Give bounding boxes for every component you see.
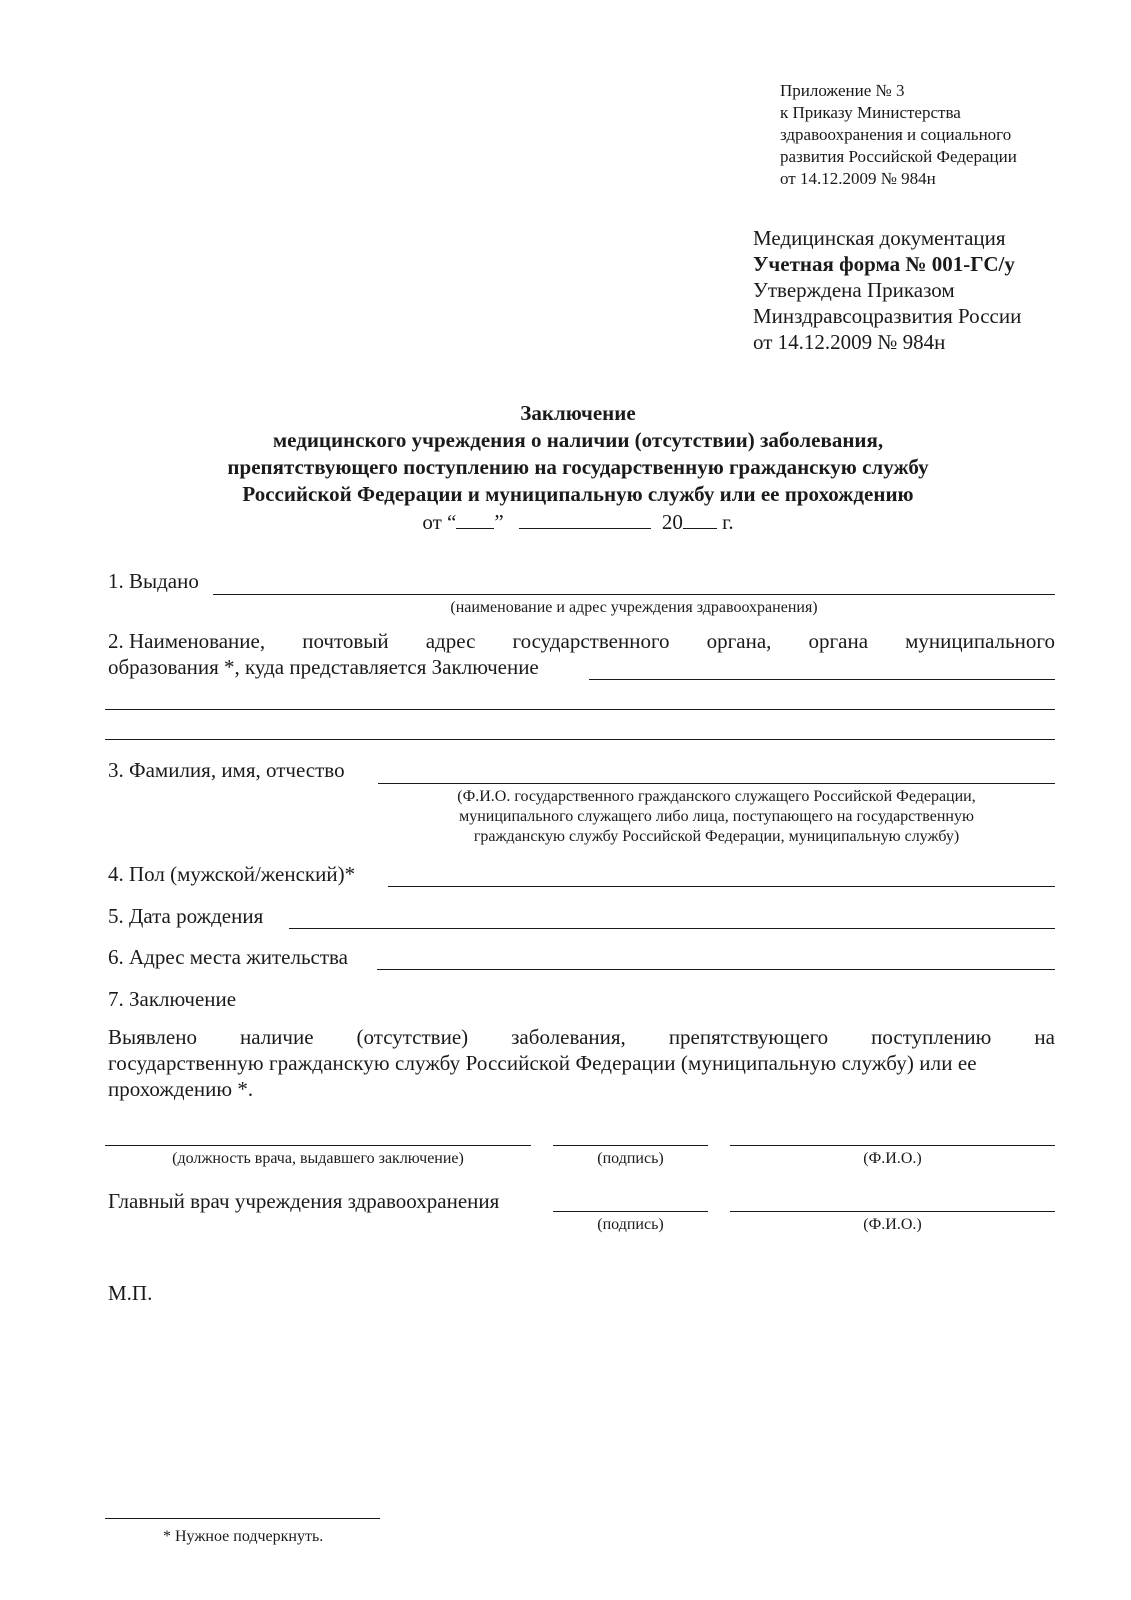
document-title: [100, 400, 1056, 508]
form-number: Учетная форма № 001-ГС/у: [753, 252, 1015, 276]
org-word: органа: [808, 629, 869, 653]
conclusion-word: (отсутствие): [356, 1025, 469, 1049]
medical-doc-block: [753, 225, 1021, 355]
address-label: 6. Адрес места жительства: [108, 945, 348, 969]
fio-label: 3. Фамилия, имя, отчество: [108, 758, 345, 782]
org-line1: [108, 628, 1055, 654]
appendix-line: Приложение № 3: [780, 81, 905, 100]
org-field-line3[interactable]: [105, 739, 1055, 740]
date-quote-close: ”: [494, 510, 504, 534]
appendix-line: развития Российской Федерации: [780, 147, 1017, 166]
appendix-line: от 14.12.2009 № 984н: [780, 169, 936, 188]
conclusion-line2: государственную гражданскую службу Российской Федерации (муниципальную службу) или ее: [108, 1051, 977, 1075]
date-prefix: от “: [422, 510, 457, 534]
day-blank[interactable]: [456, 508, 494, 529]
chief-signature-caption: (подпись): [597, 1216, 664, 1233]
org-field-line2[interactable]: [105, 709, 1055, 710]
meddoc-line1: Медицинская документация: [753, 226, 1006, 250]
birth-field[interactable]: [289, 928, 1055, 929]
date-line: [100, 508, 1056, 536]
sex-label: 4. Пол (мужской/женский)*: [108, 862, 356, 886]
fio-field[interactable]: [378, 783, 1055, 784]
doctor-position-field[interactable]: [105, 1145, 531, 1146]
year-blank[interactable]: [683, 508, 717, 529]
conclusion-line3: прохождению *.: [108, 1077, 254, 1101]
org-word: муниципального: [905, 629, 1055, 653]
date-suffix: г.: [722, 510, 734, 534]
chief-doctor-label: Главный врач учреждения здравоохранения: [108, 1189, 500, 1213]
org-word: почтовый: [302, 629, 389, 653]
fio-caption-line: гражданскую службу Российской Федерации, муниципальную службу): [473, 828, 960, 845]
title-line: Российской Федерации и муниципальную службу или ее прохождению: [242, 482, 914, 506]
org-word: 2. Наименование,: [108, 629, 266, 653]
address-field[interactable]: [377, 969, 1055, 970]
org-field[interactable]: [589, 679, 1055, 680]
doctor-position-caption: (должность врача, выдавшего заключение): [172, 1150, 464, 1167]
conclusion-line1: [108, 1024, 1055, 1050]
appendix-block: [780, 80, 1017, 190]
fio-caption: [378, 787, 1055, 847]
stamp-mark: М.П.: [108, 1281, 153, 1305]
fio-caption-line: муниципального служащего либо лица, поступающего на государственную: [459, 808, 974, 825]
conclusion-word: поступлению: [871, 1025, 992, 1049]
doctor-fio-caption: (Ф.И.О.): [863, 1150, 922, 1167]
org-line2: образования *, куда представляется Заключение: [108, 655, 539, 679]
conclusion-label: 7. Заключение: [108, 987, 237, 1011]
fio-caption-line: (Ф.И.О. государственного гражданского служащего Российской Федерации,: [457, 788, 976, 805]
sex-field[interactable]: [388, 886, 1055, 887]
org-word: государственного: [512, 629, 670, 653]
doctor-fio-field[interactable]: [730, 1145, 1055, 1146]
conclusion-word: наличие: [239, 1025, 314, 1049]
meddoc-line5: от 14.12.2009 № 984н: [753, 330, 946, 354]
footnote: * Нужное подчеркнуть.: [163, 1528, 324, 1545]
chief-fio-field[interactable]: [730, 1211, 1055, 1212]
doctor-signature-field[interactable]: [553, 1145, 708, 1146]
chief-signature-field[interactable]: [553, 1211, 708, 1212]
appendix-line: здравоохранения и социального: [780, 125, 1012, 144]
birth-label: 5. Дата рождения: [108, 904, 264, 928]
title-line: препятствующего поступлению на государственную гражданскую службу: [227, 455, 929, 479]
month-blank[interactable]: [519, 508, 651, 529]
doctor-signature-caption: (подпись): [597, 1150, 664, 1167]
title-line: медицинского учреждения о наличии (отсутствии) заболевания,: [272, 428, 884, 452]
conclusion-word: Выявлено: [108, 1025, 197, 1049]
org-word: органа,: [706, 629, 772, 653]
meddoc-line3: Утверждена Приказом: [753, 278, 955, 302]
chief-fio-caption: (Ф.И.О.): [863, 1216, 922, 1233]
issued-field[interactable]: [213, 594, 1055, 595]
appendix-line: к Приказу Министерства: [780, 103, 961, 122]
meddoc-line4: Минздравсоцразвития России: [753, 304, 1022, 328]
conclusion-word: на: [1034, 1025, 1055, 1049]
footnote-divider: [105, 1518, 380, 1519]
conclusion-word: заболевания,: [511, 1025, 626, 1049]
issued-caption: (наименование и адрес учреждения здравоохранения): [450, 599, 818, 616]
org-word: адрес: [425, 629, 476, 653]
date-year: 20: [661, 510, 683, 534]
title-line: Заключение: [520, 401, 636, 425]
conclusion-word: препятствующего: [668, 1025, 829, 1049]
issued-label: 1. Выдано: [108, 569, 199, 593]
